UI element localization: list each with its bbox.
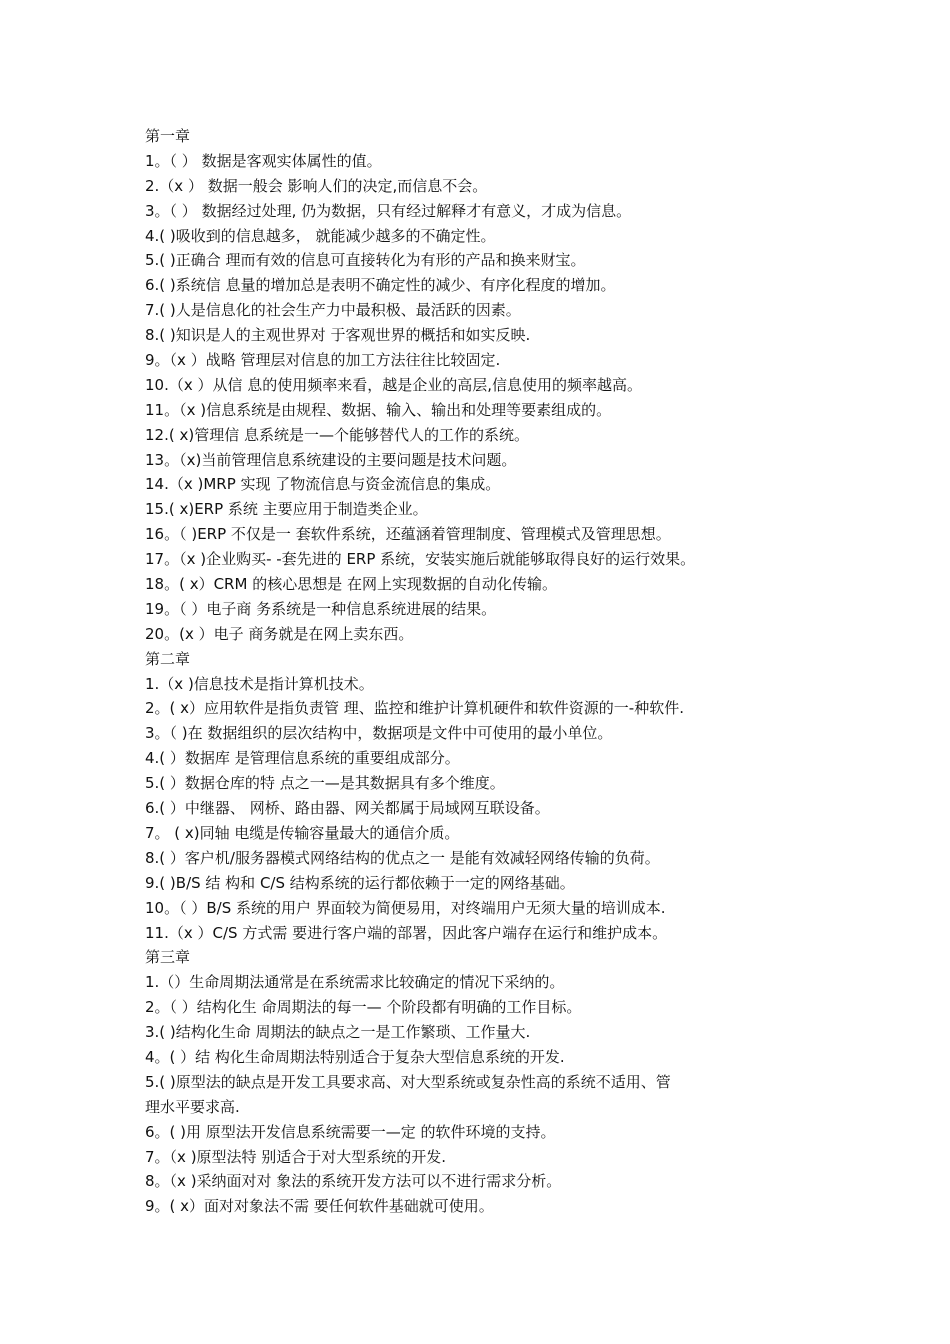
question-line: 6。( )用 原型法开发信息系统需要一—定 的软件环境的支持。 bbox=[145, 1122, 556, 1141]
question-line: 5.( )正确合 理而有效的信息可直接转化为有形的产品和换来财宝。 bbox=[145, 251, 586, 270]
question-line: 16。（ )ERP 不仅是一 套软件系统，还蕴涵着管理制度、管理模式及管理思想。 bbox=[145, 525, 671, 544]
question-line: 8.( )知识是人的主观世界对 于客观世界的概括和如实反映. bbox=[145, 326, 531, 345]
question-line: 3。（ )在 数据组织的层次结构中，数据项是文件中可使用的最小单位。 bbox=[145, 724, 613, 743]
question-line: 2.（x ） 数据一般会 影响人们的决定,而信息不会。 bbox=[145, 176, 488, 195]
question-line: 8.( ）客户机/服务器模式网络结构的优点之一 是能有效减轻网络传输的负荷。 bbox=[145, 848, 660, 867]
question-line: 2。（ ）结构化生 命周期法的每一— 个阶段都有明确的工作目标。 bbox=[145, 998, 582, 1017]
question-line: 9。（x ）战略 管理层对信息的加工方法往往比较固定. bbox=[145, 351, 501, 370]
chapter-3-heading: 第三章 bbox=[145, 948, 191, 967]
question-line: 7.( )人是信息化的社会生产力中最积极、最活跃的因素。 bbox=[145, 301, 521, 320]
question-line: 20。(x ）电子 商务就是在网上卖东西。 bbox=[145, 624, 414, 643]
question-line: 5.( )原型法的缺点是开发工具要求高、对大型系统或复杂性高的系统不适用、管 bbox=[145, 1072, 671, 1091]
question-line: 6.( )系统信 息量的增加总是表明不确定性的减少、有序化程度的增加。 bbox=[145, 276, 616, 295]
document-page bbox=[145, 124, 925, 1219]
question-line: 19。（ ）电子商 务系统是一种信息系统进展的结果。 bbox=[145, 599, 497, 618]
question-line: 18。( x）CRM 的核心思想是 在网上实现数据的自动化传输。 bbox=[145, 575, 557, 594]
question-line: 3.( )结构化生命 周期法的缺点之一是工作繁琐、工作量大. bbox=[145, 1023, 531, 1042]
question-line: 1。（ ） 数据是客观实体属性的值。 bbox=[145, 151, 382, 170]
question-line: 10。（ ）B/S 系统的用户 界面较为简便易用，对终端用户无须大量的培训成本. bbox=[145, 898, 666, 917]
question-line: 3。（ ） 数据经过处理, 仍为数据，只有经过解释才有意义，才成为信息。 bbox=[145, 201, 632, 220]
question-line: 11。（x )信息系统是由规程、数据、输入、输出和处理等要素组成的。 bbox=[145, 400, 612, 419]
question-line: 7。 ( x)同轴 电缆是传输容量最大的通信介质。 bbox=[145, 823, 460, 842]
question-line: 12.( x)管理信 息系统是一—个能够替代人的工作的系统。 bbox=[145, 425, 529, 444]
question-line: 17。（x )企业购买- -套先进的 ERP 系统，安装实施后就能够取得良好的运行效果。 bbox=[145, 550, 696, 569]
question-line: 6.( ）中继器、 网桥、路由器、网关都属于局域网互联设备。 bbox=[145, 799, 550, 818]
question-line: 4.( ）数据库 是管理信息系统的重要组成部分。 bbox=[145, 749, 460, 768]
question-line: 14.（x )MRP 实现 了物流信息与资金流信息的集成。 bbox=[145, 475, 501, 494]
question-line: 11.（x ）C/S 方式需 要进行客户端的部署，因此客户端存在运行和维护成本。 bbox=[145, 923, 668, 942]
question-line-continuation: 理水平要求高. bbox=[145, 1097, 240, 1116]
chapter-2-heading: 第二章 bbox=[145, 649, 191, 668]
question-line: 8。（x )采纳面对对 象法的系统开发方法可以不进行需求分析。 bbox=[145, 1172, 562, 1191]
question-line: 9.( )B/S 结 构和 C/S 结构系统的运行都依赖于一定的网络基础。 bbox=[145, 873, 575, 892]
question-line: 2。( x）应用软件是指负责管 理、监控和维护计算机硬件和软件资源的一-种软件. bbox=[145, 699, 684, 718]
question-line: 5.( ）数据仓库的特 点之一—是其数据具有多个维度。 bbox=[145, 774, 505, 793]
question-line: 9。( x）面对对象法不需 要任何软件基础就可使用。 bbox=[145, 1197, 494, 1216]
question-line: 1.（x )信息技术是指计算机技术。 bbox=[145, 674, 374, 693]
question-line: 4。( ）结 构化生命周期法特别适合于复杂大型信息系统的开发. bbox=[145, 1047, 565, 1066]
chapter-1-heading: 第一章 bbox=[145, 127, 191, 145]
question-line: 1.（）生命周期法通常是在系统需求比较确定的情况下采纳的。 bbox=[145, 973, 565, 992]
question-line: 4.( )吸收到的信息越多， 就能减少越多的不确定性。 bbox=[145, 226, 496, 245]
question-line: 7。（x )原型法特 别适合于对大型系统的开发. bbox=[145, 1147, 447, 1166]
question-line: 10.（x ）从信 息的使用频率来看，越是企业的高层,信息使用的频率越高。 bbox=[145, 375, 643, 394]
question-line: 13。（x)当前管理信息系统建设的主要问题是技术问题。 bbox=[145, 450, 517, 469]
question-line: 15.( x)ERP 系统 主要应用于制造类企业。 bbox=[145, 500, 428, 519]
